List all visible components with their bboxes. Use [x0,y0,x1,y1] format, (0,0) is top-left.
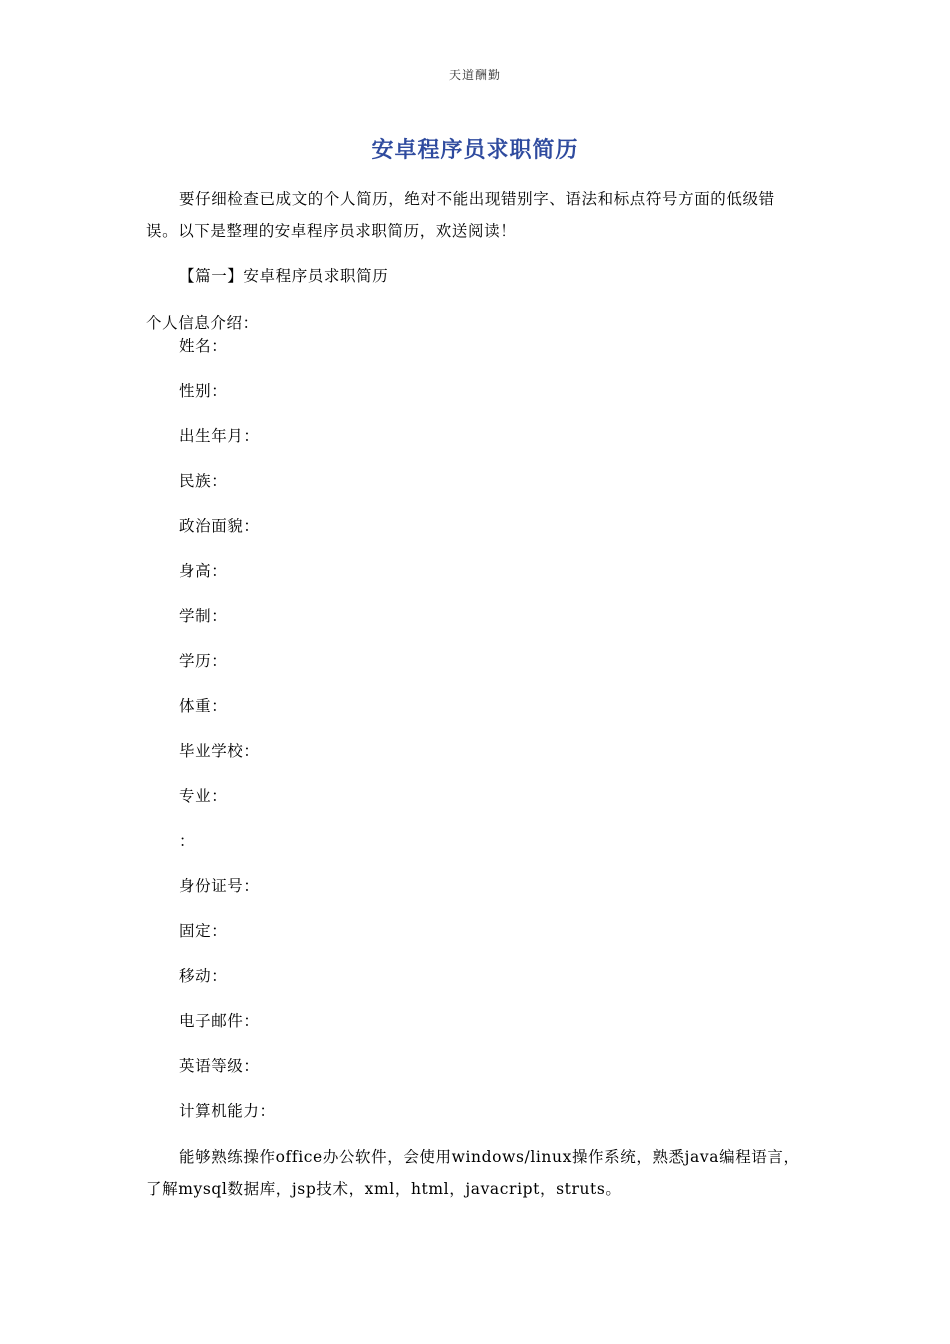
page-header-mark: 天道酬勤 [448,68,501,82]
skills-paragraph: 能够熟练操作office办公软件，会使用windows/linux操作系统，熟悉java编程语言，了解mysql数据库，jsp技术，xml，html，javacript，struts。 [146,1148,800,1198]
field-email: 电子邮件： [179,1012,260,1030]
section-heading: 【篇一】安卓程序员求职简历 [179,267,389,285]
field-birth-date: 出生年月： [179,427,260,445]
field-graduated-school: 毕业学校： [179,742,260,760]
intro-paragraph: 要仔细检查已成文的个人简历，绝对不能出现错别字、语法和标点符号方面的低级错误。以下是整理的安卓程序员求职简历，欢送阅读！ [146,190,775,240]
field-computer-skills: 计算机能力： [179,1102,276,1120]
personal-info-field-list [179,334,276,1144]
field-schooling-length: 学制： [179,607,228,625]
field-mobile: 移动： [179,967,228,985]
personal-info-heading: 个人信息介绍： [146,314,259,332]
field-blank: ： [179,832,196,850]
field-gender: 性别： [179,382,228,400]
field-landline: 固定： [179,922,228,940]
field-name: 姓名： [179,337,228,355]
field-political-status: 政治面貌： [179,517,260,535]
field-id-number: 身份证号： [179,877,260,895]
field-major: 专业： [179,787,228,805]
field-english-level: 英语等级： [179,1057,260,1075]
field-height: 身高： [179,562,228,580]
document-title: 安卓程序员求职简历 [371,138,579,163]
field-education: 学历： [179,652,228,670]
field-weight: 体重： [179,697,228,715]
field-ethnicity: 民族： [179,472,228,490]
